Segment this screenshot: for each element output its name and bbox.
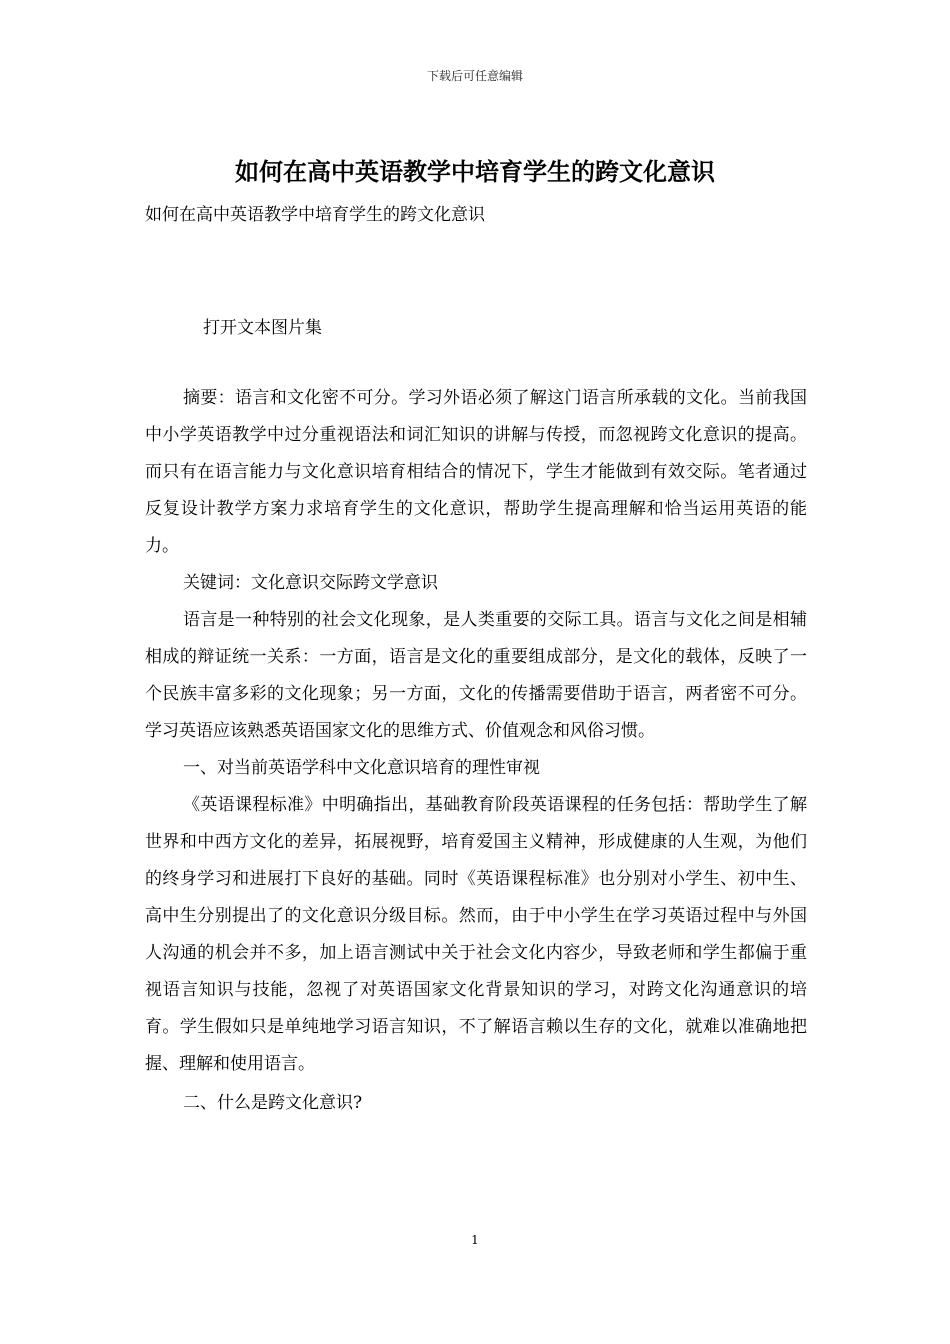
page-number: 1 — [471, 1233, 479, 1247]
section-heading-2: 二、什么是跨文化意识? — [183, 1093, 363, 1113]
page-header: 下载后可任意编辑 — [426, 69, 523, 83]
section-heading-1: 一、对当前英语学科中文化意识培育的理性审视 — [183, 758, 540, 778]
document-body — [145, 380, 807, 1122]
section-1-paragraph: 《英语课程标准》中明确指出，基础教育阶段英语课程的任务包括：帮助学生了解世界和中西方文化的差异，拓展视野，培育爱国主义精神，形成健康的人生观，为他们的终身学习和进展打下良好的基础。同时《英语课程标准》也分别对小学生、初中生、高中生分别提出了的文化意识分级目标。然而，由于中小学生在学习英语过程中与外国人沟通的机会并不多，加上语言测试中关于社会文化内容少，导致老师和学生都偏于重视语言知识与技能，忽视了对英语国家文化背景知识的学习，对跨文化沟通意识的培育。学生假如只是单纯地学习语言知识，不了解语言赖以生存的文化，就难以准确地把握、理解和使用语言。 — [145, 795, 807, 1074]
document-title: 如何在高中英语教学中培育学生的跨文化意识 — [235, 157, 715, 186]
abstract-paragraph: 摘要：语言和文化密不可分。学习外语必须了解这门语言所承载的文化。当前我国中小学英语教学中过分重视语法和词汇知识的讲解与传授，而忽视跨文化意识的提高。而只有在语言能力与文化意识培育相结合的情况下，学生才能做到有效交际。笔者通过反复设计教学方案力求培育学生的文化意识，帮助学生提高理解和恰当运用英语的能力。 — [145, 388, 807, 556]
intro-paragraph: 语言是一种特别的社会文化现象，是人类重要的交际工具。语言与文化之间是相辅相成的辩证统一关系：一方面，语言是文化的重要组成部分，是文化的载体，反映了一个民族丰富多彩的文化现象；另一方面，文化的传播需要借助于语言，两者密不可分。学习英语应该熟悉英语国家文化的思维方式、价值观念和风俗习惯。 — [145, 610, 807, 741]
document-subtitle: 如何在高中英语教学中培育学生的跨文化意识 — [145, 205, 485, 225]
keywords-paragraph: 关键词：文化意识交际跨文学意识 — [183, 573, 438, 593]
open-gallery-link[interactable]: 打开文本图片集 — [203, 318, 322, 338]
